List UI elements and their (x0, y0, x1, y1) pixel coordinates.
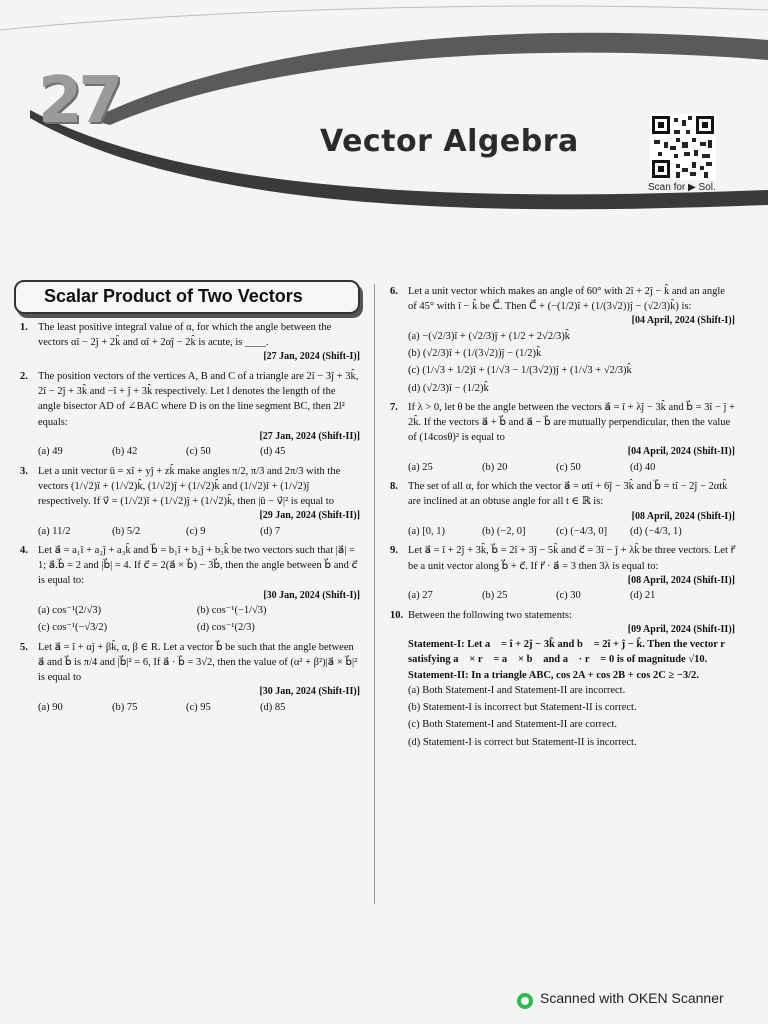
option-a[interactable]: (a) 49 (38, 446, 63, 458)
question-source: [08 April, 2024 (Shift-II)] (627, 574, 735, 586)
question-text: Between the following two statements: (408, 609, 572, 621)
option-a[interactable]: (a) 27 (408, 590, 433, 602)
option-b[interactable]: (b) 75 (112, 701, 138, 713)
column-divider (374, 284, 375, 904)
option-d[interactable]: (d) 40 (630, 461, 656, 473)
option-b[interactable]: (b) 20 (482, 461, 508, 473)
question-8: 8. The set of all α, for which the vector a⃗ = αtî + 6ĵ − 3k̂ and b⃗ = tî − 2ĵ − 2αtk̂ are inclined at an obtuse angle for all t ∈ ℝ is: [08 April, 2024 (Shift-I)] (a) [0, 1) (b) (−2, 0] (c) (−4/3, 0] (d) (−4/3, 1) (390, 479, 735, 539)
option-a[interactable]: (a) [0, 1) (408, 526, 446, 538)
option-b[interactable]: (b) (√2/3)î + (1/(3√2))ĵ − (1/2)k̂ (408, 348, 542, 360)
option-d[interactable]: (d) 7 (260, 525, 281, 537)
question-text: Let a⃗ = a₁î + a₂ĵ + a₃k̂ and b⃗ = b₁î + b₂ĵ + b₃k̂ be two vectors such that |a⃗| = 1; a⃗.b⃗ = 2 and |b⃗| = 4. If c⃗ = 2(a⃗ × b⃗) − 3b⃗, then the angle between b⃗ and c⃗ is equal to: (38, 544, 358, 587)
option-b[interactable]: (b) (−2, 0] (482, 526, 526, 538)
option-c[interactable]: (c) 50 (556, 461, 581, 473)
question-9: 9. Let a⃗ = î + 2ĵ + 3k̂, b⃗ = 2î + 3ĵ − 5k̂ and c⃗ = 3î − ĵ + λk̂ be three vectors. Let r⃗ be a unit vector along b⃗ + c⃗. If r⃗ · a⃗ = 3 then 3λ is equal to: [08 April, 2024 (Shift-II)] (a) 27 (b) 25 (c) 30 (d) 21 (390, 543, 735, 603)
options (408, 683, 735, 750)
right-column (390, 284, 735, 754)
option-b[interactable]: (b) Statement-I is incorrect but Statement-II is correct. (408, 702, 637, 714)
option-a[interactable]: (a) 90 (38, 701, 63, 713)
option-a[interactable]: (a) cos⁻¹(2/√3) (38, 605, 102, 617)
option-c[interactable]: (c) cos⁻¹(−√3/2) (38, 622, 108, 634)
question-2: 2. The position vectors of the vertices A, B and C of a triangle are 2î − 3ĵ + 3k̂, 2î − 2ĵ + 3k̂ and −î + ĵ + 3k̂ respectively. Let l denotes the length of the angle bisector AD of ∠BAC where D is on the line segment BC, then 2l² equals: [27 Jan, 2024 (Shift-II)] (a) 49 (b) 42 (c) 50 (d) 45 (20, 369, 360, 460)
question-4: 4. Let a⃗ = a₁î + a₂ĵ + a₃k̂ and b⃗ = b₁î + b₂ĵ + b₃k̂ be two vectors such that |a⃗| = 1; a⃗.b⃗ = 2 and |b⃗| = 4. If c⃗ = 2(a⃗ × b⃗) − 3b⃗, then the angle between b⃗ and c⃗ is equal to: [30 Jan, 2024 (Shift-I)] (a) cos⁻¹(2/√3) (b) cos⁻¹(−1/√3) (c) cos⁻¹(−√3/2) (d) cos⁻¹(2/3) (20, 543, 360, 636)
qr-code-icon[interactable] (650, 114, 716, 180)
question-source: [27 Jan, 2024 (Shift-I)] (263, 351, 360, 363)
option-c[interactable]: (c) (−4/3, 0] (556, 526, 608, 538)
option-c[interactable]: (c) Both Statement-I and Statement-II are correct. (408, 719, 618, 731)
chapter-title: Vector Algebra (320, 124, 579, 159)
question-source: [30 Jan, 2024 (Shift-I)] (263, 589, 360, 601)
options (408, 524, 735, 539)
option-b[interactable]: (b) 5/2 (112, 525, 141, 537)
chapter-number: 27 (38, 64, 120, 138)
topic-heading: Scalar Product of Two Vectors (44, 286, 303, 306)
scanner-watermark: Scanned with OKEN Scanner (540, 990, 724, 1006)
option-d[interactable]: (d) Statement-I is correct but Statement-II is incorrect. (408, 736, 637, 748)
question-source: [27 Jan, 2024 (Shift-II)] (259, 430, 360, 442)
question-text: The least positive integral value of α, for which the angle between the vectors αî − 2ĵ + 2k̂ and αî + 2αĵ − 2k̂ is acute, is ____. (38, 322, 332, 349)
option-d[interactable]: (d) 85 (260, 701, 286, 713)
statement-2: Statement-II: In a triangle ABC, cos 2A + cos 2B + cos 2C ≥ −3/2. (408, 669, 699, 681)
question-text: If λ > 0, let θ be the angle between the vectors a⃗ = î + λĵ − 3k̂ and b⃗ = 3î − ĵ + 2k̂. If the vectors a⃗ + b⃗ and a⃗ − b⃗ are mutually perpendicular, then the value of (14cosθ)² is equal to (408, 401, 735, 444)
option-d[interactable]: (d) (−4/3, 1) (630, 526, 682, 538)
question-source: [29 Jan, 2024 (Shift-II)] (259, 510, 360, 522)
question-text: Let a⃗ = î + 2ĵ + 3k̂, b⃗ = 2î + 3ĵ − 5k̂ and c⃗ = 3î − ĵ + λk̂ be three vectors. Let r⃗ be a unit vector along b⃗ + c⃗. If r⃗ · a⃗ = 3 then 3λ is equal to: (408, 545, 735, 572)
options (408, 588, 735, 603)
option-c[interactable]: (c) 95 (186, 701, 211, 713)
option-d[interactable]: (d) cos⁻¹(2/3) (196, 622, 255, 634)
option-b[interactable]: (b) 25 (482, 590, 508, 602)
topic-heading-box (14, 280, 360, 314)
options (38, 444, 360, 459)
scanner-logo-icon (516, 992, 534, 1010)
question-7: 7. If λ > 0, let θ be the angle between the vectors a⃗ = î + λĵ − 3k̂ and b⃗ = 3î − ĵ + 2k̂. If the vectors a⃗ + b⃗ and a⃗ − b⃗ are mutually perpendicular, then the value of (14cosθ)² is equal to [04 April, 2024 (Shift-II)] (a) 25 (b) 20 (c) 50 (d) 40 (390, 400, 735, 475)
question-source: [08 April, 2024 (Shift-I)] (631, 510, 735, 522)
option-d[interactable]: (d) (√2/3)î − (1/2)k̂ (408, 382, 489, 394)
question-source: [30 Jan, 2024 (Shift-II)] (259, 686, 360, 698)
left-column (20, 320, 360, 719)
option-a[interactable]: (a) 11/2 (38, 525, 71, 537)
question-5: 5. Let a⃗ = î + αĵ + βk̂, α, β ∈ R. Let a vector b⃗ be such that the angle between a⃗ and b⃗ is π/4 and |b⃗|² = 6, If a⃗ · b⃗ = 3√2, then the value of (α² + β²)|a⃗ × b⃗|² is equal to [30 Jan, 2024 (Shift-II)] (a) 90 (b) 75 (c) 95 (d) 85 (20, 640, 360, 715)
option-c[interactable]: (c) (1/√3 + 1/2)î + (1/√3 − 1/(3√2))ĵ + (1/√3 + √2/3)k̂ (408, 365, 632, 377)
option-d[interactable]: (d) 45 (260, 446, 286, 458)
question-text: Let a unit vector û = xî + yĵ + zk̂ make angles π/2, π/3 and 2π/3 with the vectors (1/√2)î + (1/√2)k̂, (1/√2)ĵ + (1/√2)k̂ and (1/√2)î + (1/√2)ĵ respectively. If v⃗ = (1/√2)î + (1/√2)ĵ + (1/√2)k̂, then |û − v⃗|² is equal to (38, 465, 341, 507)
question-source: [04 April, 2024 (Shift-II)] (627, 446, 735, 458)
question-source: [04 April, 2024 (Shift-I)] (631, 315, 735, 327)
option-a[interactable]: (a) −(√2/3)î + (√2/3)ĵ + (1/2 + 2√2/3)k̂ (408, 330, 570, 342)
scan-for-solution-label: Scan for ▶ Sol. (648, 182, 716, 193)
question-text: Let a unit vector which makes an angle of 60° with 2î + 2ĵ − k̂ and an angle of 45° with î − k̂ be C⃗. Then C⃗ + (−(1/2)î + (1/(3√2))ĵ − (√2/3)k̂) is: (408, 286, 725, 313)
options (38, 603, 360, 635)
question-source: [09 April, 2024 (Shift-II)] (627, 623, 735, 635)
option-b[interactable]: (b) cos⁻¹(−1/√3) (196, 605, 267, 617)
option-d[interactable]: (d) 21 (630, 590, 656, 602)
options (408, 460, 735, 475)
question-3: 3. Let a unit vector û = xî + yĵ + zk̂ make angles π/2, π/3 and 2π/3 with the vectors (1/√2)î + (1/√2)k̂, (1/√2)ĵ + (1/√2)k̂ and (1/√2)î + (1/√2)ĵ respectively. If v⃗ = (1/√2)î + (1/√2)ĵ + (1/√2)k̂, then |û − v⃗|² is equal to [29 Jan, 2024 (Shift-II)] (a) 11/2 (b) 5/2 (c) 9 (d) 7 (20, 464, 360, 539)
option-c[interactable]: (c) 50 (186, 446, 211, 458)
options (38, 524, 360, 539)
options (408, 329, 735, 396)
statement-1: Statement-I: Let a⃗ = î + 2ĵ − 3k̂ and b⃗ = 2î + ĵ − k̂. Then the vector r⃗ satisfying a⃗ × r⃗ = a⃗ × b⃗ and a⃗ · r⃗ = 0 is of magnitude √10. (408, 639, 734, 666)
question-6: 6. Let a unit vector which makes an angle of 60° with 2î + 2ĵ − k̂ and an angle of 45° with î − k̂ be C⃗. Then C⃗ + (−(1/2)î + (1/(3√2))ĵ − (√2/3)k̂) is: [04 April, 2024 (Shift-I)] (a) −(√2/3)î + (√2/3)ĵ + (1/2 + 2√2/3)k̂ (b) (√2/3)î + (1/(3√2))ĵ − (1/2)k̂ (c) (1/√3 + 1/2)î + (1/√3 − 1/(3√2))ĵ + (1/√3 + √2/3)k̂ (d) (√2/3)î − (1/2)k̂ (390, 284, 735, 396)
question-text: The set of all α, for which the vector a⃗ = αtî + 6ĵ − 3k̂ and b⃗ = tî − 2ĵ − 2αtk̂ are inclined at an obtuse angle for all t ∈ ℝ is: (408, 481, 728, 508)
options (38, 700, 360, 715)
option-b[interactable]: (b) 42 (112, 446, 138, 458)
option-a[interactable]: (a) Both Statement-I and Statement-II are incorrect. (408, 684, 626, 696)
question-1: 1. The least positive integral value of α, for which the angle between the vectors αî − 2ĵ + 2k̂ and αî + 2αĵ − 2k̂ is acute, is ____. [27 Jan, 2024 (Shift-I)] (20, 320, 360, 365)
option-c[interactable]: (c) 30 (556, 590, 581, 602)
option-c[interactable]: (c) 9 (186, 525, 206, 537)
question-10: 10. Between the following two statements: [09 April, 2024 (Shift-II)] Statement-I: Let a⃗ = î + 2ĵ − 3k̂ and b⃗ = 2î + ĵ − k̂. Then the vector r⃗ satisfying a⃗ × r⃗ = a⃗ × b⃗ and a⃗ · r⃗ = 0 is of magnitude √10. Statement-II: In a triangle ABC, cos 2A + cos 2B + cos 2C ≥ −3/2. (a) Both Statement-I and Statement-II are incorrect. (b) Statement-I is incorrect but Statement-II is correct. (c) Both Statement-I and Statement-II are correct. (d) Statement-I is correct but Statement-II is incorrect. (390, 608, 735, 750)
option-a[interactable]: (a) 25 (408, 461, 433, 473)
question-text: The position vectors of the vertices A, B and C of a triangle are 2î − 3ĵ + 3k̂, 2î − 2ĵ + 3k̂ and −î + ĵ + 3k̂ respectively. Let l denotes the length of the angle bisector AD of ∠BAC where D is on the line segment BC, then 2l² equals: (38, 370, 359, 428)
question-text: Let a⃗ = î + αĵ + βk̂, α, β ∈ R. Let a vector b⃗ be such that the angle between a⃗ and b⃗ is π/4 and |b⃗|² = 6, If a⃗ · b⃗ = 3√2, then the value of (α² + β²)|a⃗ × b⃗|² is equal to (38, 641, 358, 683)
